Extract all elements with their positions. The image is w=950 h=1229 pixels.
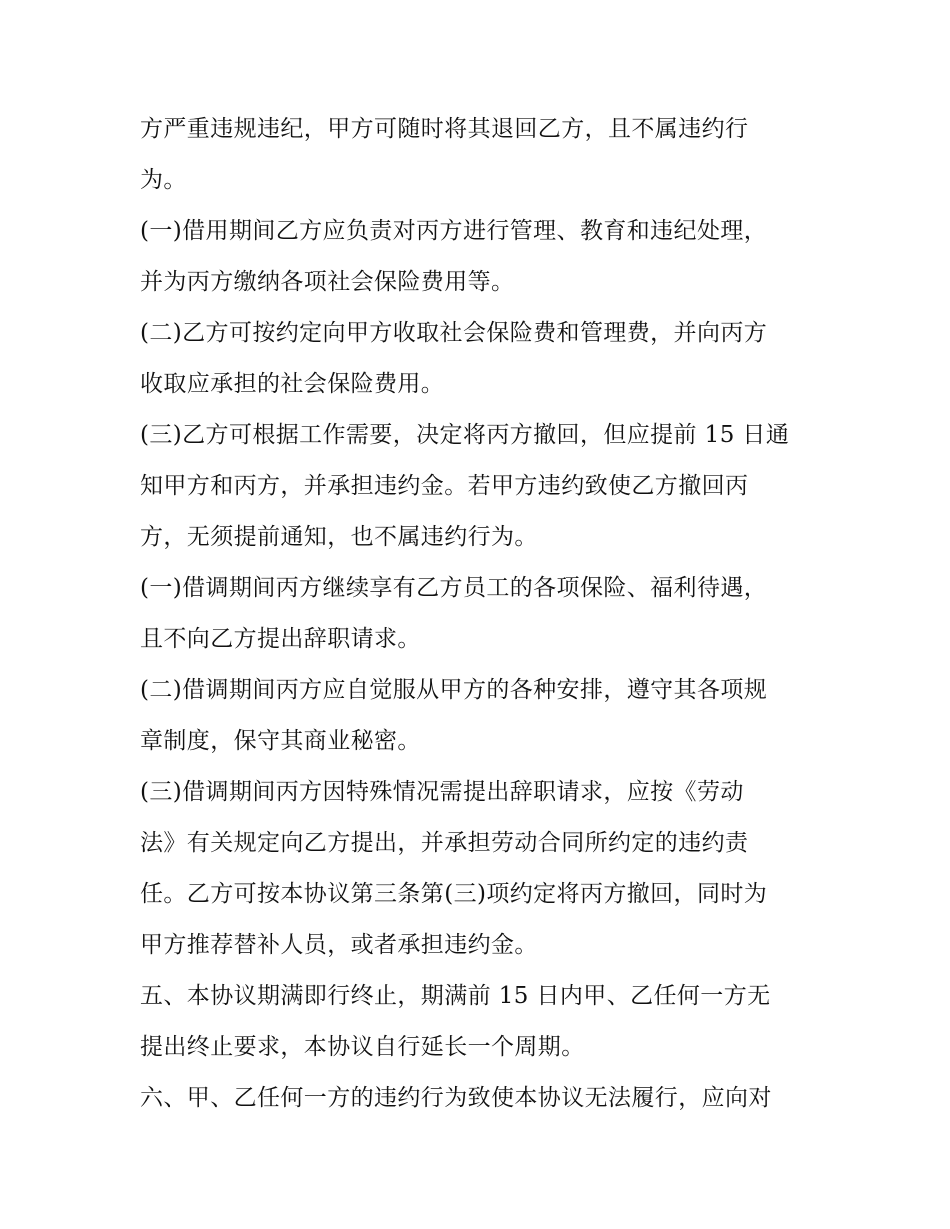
text-line: 知甲方和丙方，并承担违约金。若甲方违约致使乙方撤回丙: [140, 473, 749, 499]
text-line: 方，无须提前通知，也不属违约行为。: [140, 524, 538, 550]
text-line: (三)借调期间丙方因特殊情况需提出辞职请求，应按《劳动: [140, 779, 744, 805]
text-line: 甲方推荐替补人员，或者承担违约金。: [140, 932, 538, 958]
text-line: (一)借调期间丙方继续享有乙方员工的各项保险、福利待遇，: [140, 575, 768, 601]
text-line: (二)乙方可按约定向甲方收取社会保险费和管理费，并向丙方: [140, 320, 768, 346]
document-body: [140, 104, 820, 1124]
text-line: (一)借用期间乙方应负责对丙方进行管理、教育和违纪处理，: [140, 218, 768, 244]
text-line: 章制度，保守其商业秘密。: [140, 728, 421, 754]
text-line: 提出终止要求，本协议自行延长一个周期。: [140, 1034, 585, 1060]
text-line: 方严重违规违纪，甲方可随时将其退回乙方，且不属违约行: [140, 116, 749, 142]
text-line: 六、甲、乙任何一方的违约行为致使本协议无法履行，应向对: [140, 1085, 772, 1111]
text-line: 任。乙方可按本协议第三条第(三)项约定将丙方撤回，同时为: [140, 881, 768, 907]
text-line: 五、本协议期满即行终止，期满前 15 日内甲、乙任何一方无: [140, 983, 771, 1009]
text-line: 收取应承担的社会保险费用。: [140, 371, 445, 397]
text-line: 法》有关规定向乙方提出，并承担劳动合同所约定的违约责: [140, 830, 749, 856]
text-line: 为。: [140, 167, 187, 193]
text-line: (二)借调期间丙方应自觉服从甲方的各种安排，遵守其各项规: [140, 677, 768, 703]
text-line: 且不向乙方提出辞职请求。: [140, 626, 421, 652]
text-line: 并为丙方缴纳各项社会保险费用等。: [140, 269, 515, 295]
text-line: (三)乙方可根据工作需要，决定将丙方撤回，但应提前 15 日通: [140, 422, 790, 448]
